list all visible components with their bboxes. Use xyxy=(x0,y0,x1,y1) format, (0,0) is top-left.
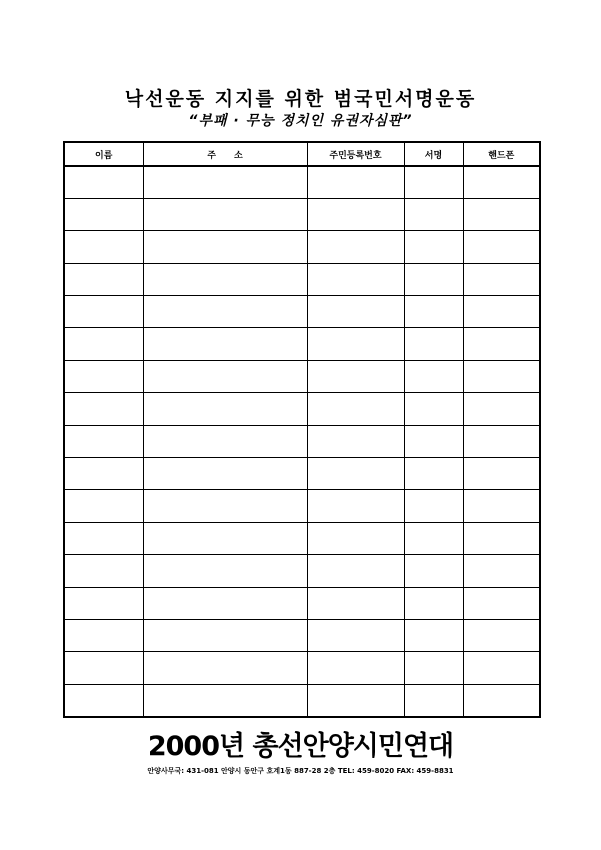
resident-number-cell[interactable] xyxy=(307,619,404,651)
signature-cell[interactable] xyxy=(404,231,463,263)
phone-cell[interactable] xyxy=(463,231,540,263)
signature-cell[interactable] xyxy=(404,458,463,490)
table-row xyxy=(64,360,540,392)
table-row xyxy=(64,296,540,328)
table-row xyxy=(64,555,540,587)
phone-cell[interactable] xyxy=(463,296,540,328)
signature-cell[interactable] xyxy=(404,684,463,716)
name-cell[interactable] xyxy=(64,263,143,295)
phone-cell[interactable] xyxy=(463,522,540,554)
resident-number-cell[interactable] xyxy=(307,555,404,587)
address-cell[interactable] xyxy=(143,296,307,328)
phone-cell[interactable] xyxy=(463,198,540,230)
signature-cell[interactable] xyxy=(404,296,463,328)
resident-number-cell[interactable] xyxy=(307,231,404,263)
name-cell[interactable] xyxy=(64,198,143,230)
resident-number-cell[interactable] xyxy=(307,198,404,230)
resident-number-cell[interactable] xyxy=(307,360,404,392)
table-header-row xyxy=(64,142,540,166)
table-row xyxy=(64,522,540,554)
phone-cell[interactable] xyxy=(463,425,540,457)
signature-cell[interactable] xyxy=(404,393,463,425)
table-row xyxy=(64,263,540,295)
name-cell[interactable] xyxy=(64,328,143,360)
signature-cell[interactable] xyxy=(404,198,463,230)
name-cell[interactable] xyxy=(64,490,143,522)
name-cell[interactable] xyxy=(64,231,143,263)
document-title: 낙선운동 지지를 위한 범국민서명운동 xyxy=(124,88,477,110)
signature-cell[interactable] xyxy=(404,619,463,651)
table-row xyxy=(64,198,540,230)
table-row xyxy=(64,619,540,651)
address-cell[interactable] xyxy=(143,458,307,490)
signature-cell[interactable] xyxy=(404,490,463,522)
table-row xyxy=(64,458,540,490)
phone-cell[interactable] xyxy=(463,652,540,684)
phone-cell[interactable] xyxy=(463,619,540,651)
phone-cell[interactable] xyxy=(463,587,540,619)
signature-cell[interactable] xyxy=(404,587,463,619)
table-row xyxy=(64,684,540,716)
name-cell[interactable] xyxy=(64,652,143,684)
column-header-signature: 서명 xyxy=(404,142,463,166)
signature-table xyxy=(63,141,541,718)
resident-number-cell[interactable] xyxy=(307,458,404,490)
column-header-phone: 핸드폰 xyxy=(463,142,540,166)
resident-number-cell[interactable] xyxy=(307,522,404,554)
address-cell[interactable] xyxy=(143,490,307,522)
signature-cell[interactable] xyxy=(404,652,463,684)
name-cell[interactable] xyxy=(64,619,143,651)
resident-number-cell[interactable] xyxy=(307,490,404,522)
address-cell[interactable] xyxy=(143,425,307,457)
address-cell[interactable] xyxy=(143,522,307,554)
phone-cell[interactable] xyxy=(463,555,540,587)
column-header-name: 이름 xyxy=(64,142,143,166)
address-cell[interactable] xyxy=(143,198,307,230)
address-cell[interactable] xyxy=(143,652,307,684)
name-cell[interactable] xyxy=(64,296,143,328)
phone-cell[interactable] xyxy=(463,393,540,425)
phone-cell[interactable] xyxy=(463,263,540,295)
column-header-resident-number: 주민등록번호 xyxy=(307,142,404,166)
name-cell[interactable] xyxy=(64,393,143,425)
column-header-address: 주 소 xyxy=(143,142,307,166)
address-cell[interactable] xyxy=(143,231,307,263)
phone-cell[interactable] xyxy=(463,166,540,198)
address-cell[interactable] xyxy=(143,328,307,360)
signature-cell[interactable] xyxy=(404,555,463,587)
phone-cell[interactable] xyxy=(463,360,540,392)
table-row xyxy=(64,166,540,198)
address-cell[interactable] xyxy=(143,619,307,651)
phone-cell[interactable] xyxy=(463,328,540,360)
phone-cell[interactable] xyxy=(463,458,540,490)
name-cell[interactable] xyxy=(64,458,143,490)
resident-number-cell[interactable] xyxy=(307,587,404,619)
name-cell[interactable] xyxy=(64,425,143,457)
table-row xyxy=(64,393,540,425)
resident-number-cell[interactable] xyxy=(307,393,404,425)
resident-number-cell[interactable] xyxy=(307,425,404,457)
address-cell[interactable] xyxy=(143,684,307,716)
signature-cell[interactable] xyxy=(404,425,463,457)
name-cell[interactable] xyxy=(64,522,143,554)
resident-number-cell[interactable] xyxy=(307,684,404,716)
phone-cell[interactable] xyxy=(463,684,540,716)
resident-number-cell[interactable] xyxy=(307,263,404,295)
name-cell[interactable] xyxy=(64,684,143,716)
name-cell[interactable] xyxy=(64,360,143,392)
contact-info: 안양사무국: 431-081 안양시 동안구 호계1동 887-28 2층 TEL: 459-8020 FAX: 459-8831 xyxy=(147,767,454,775)
address-cell[interactable] xyxy=(143,263,307,295)
signature-cell[interactable] xyxy=(404,522,463,554)
table-row xyxy=(64,231,540,263)
table-row xyxy=(64,425,540,457)
address-cell[interactable] xyxy=(143,555,307,587)
address-cell[interactable] xyxy=(143,166,307,198)
signature-cell[interactable] xyxy=(404,328,463,360)
organization-name: 2000년 총선안양시민연대 xyxy=(147,731,454,762)
signature-cell[interactable] xyxy=(404,360,463,392)
name-cell[interactable] xyxy=(64,555,143,587)
address-cell[interactable] xyxy=(143,393,307,425)
name-cell[interactable] xyxy=(64,587,143,619)
resident-number-cell[interactable] xyxy=(307,328,404,360)
resident-number-cell[interactable] xyxy=(307,166,404,198)
signature-cell[interactable] xyxy=(404,166,463,198)
table-row xyxy=(64,587,540,619)
document-subtitle: “부패 · 무능 정치인 유권자심판” xyxy=(188,113,413,129)
resident-number-cell[interactable] xyxy=(307,296,404,328)
resident-number-cell[interactable] xyxy=(307,652,404,684)
phone-cell[interactable] xyxy=(463,490,540,522)
name-cell[interactable] xyxy=(64,166,143,198)
address-cell[interactable] xyxy=(143,360,307,392)
table-row xyxy=(64,328,540,360)
table-row xyxy=(64,490,540,522)
address-cell[interactable] xyxy=(143,587,307,619)
table-row xyxy=(64,652,540,684)
signature-cell[interactable] xyxy=(404,263,463,295)
